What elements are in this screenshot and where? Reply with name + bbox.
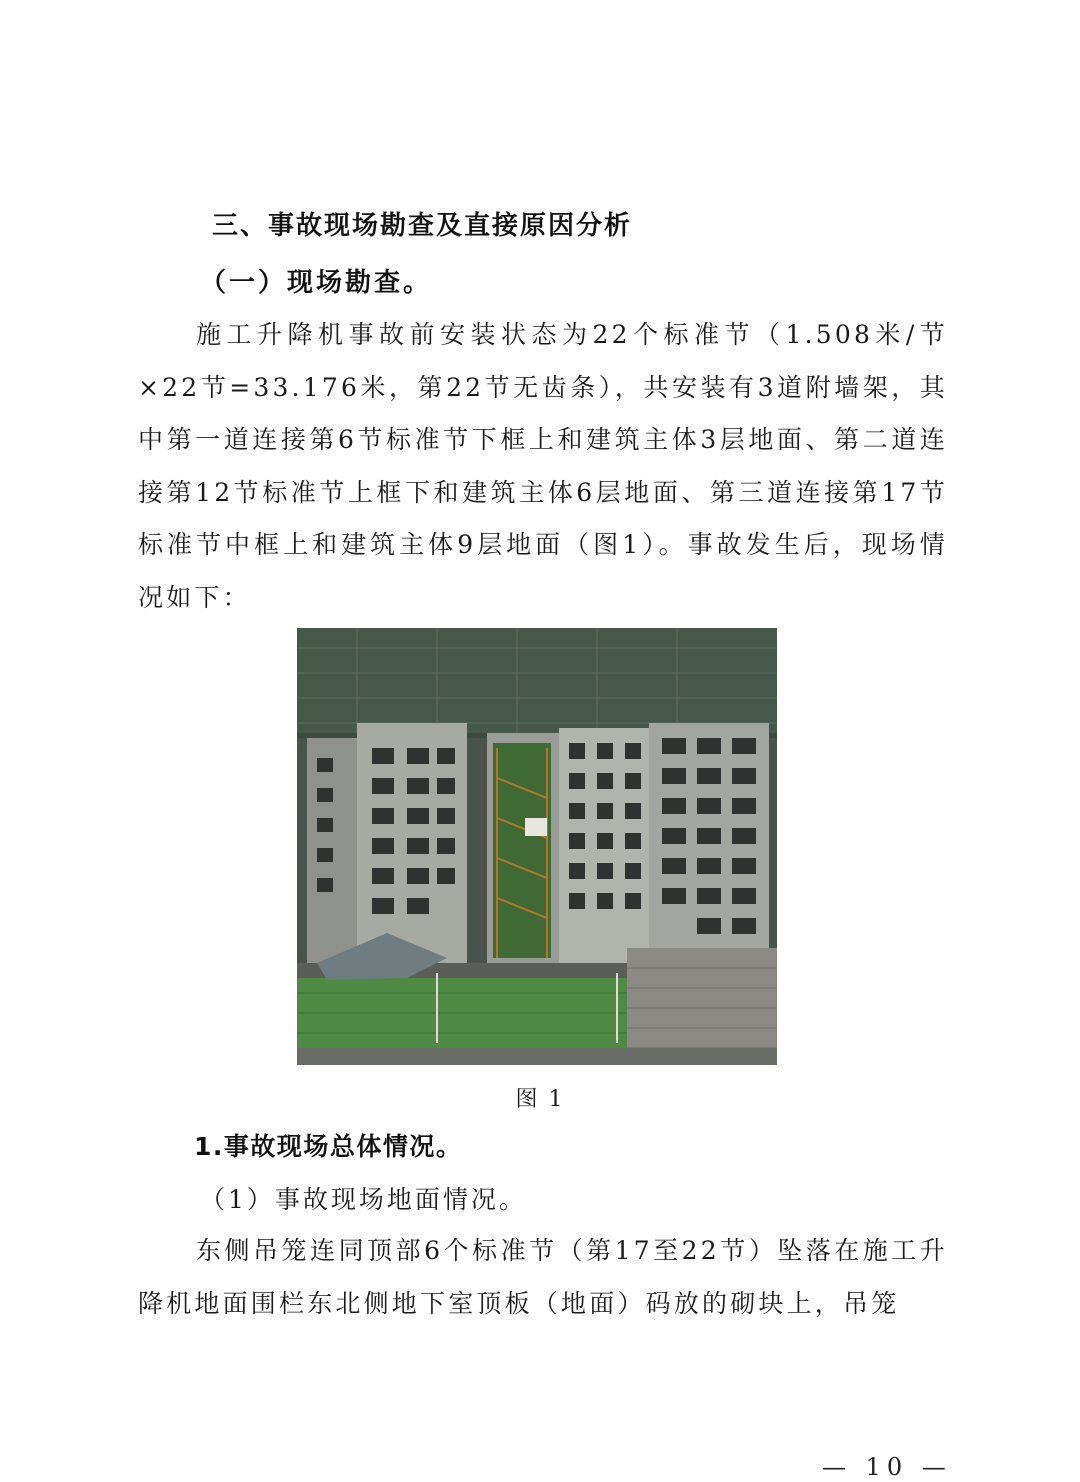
subsection-heading: （一）现场勘查。 bbox=[200, 268, 433, 298]
construction-site-photo bbox=[297, 628, 777, 1065]
page-number: — 10 — bbox=[822, 1453, 952, 1481]
body-paragraph-1: 施工升降机事故前安装状态为22个标准节（1.508米/节×22节=33.176米，第22节无齿条），共安装有3道附墙架，其中第一道连接第6节标准节下框上和建筑主体3层地面、第二道连接第12节标准节上框下和建筑主体6层地面、第三道连接第17节标准节中框上和建筑主体9层地面（图1）。事故发生后，现场情况如下： bbox=[138, 320, 948, 612]
figure-1-photo bbox=[297, 628, 777, 1065]
body-paragraph-2: 东侧吊笼连同顶部6个标准节（第17至22节）坠落在施工升降机地面围栏东北侧地下室顶板（地面）码放的砌块上，吊笼 bbox=[138, 1236, 948, 1318]
item-heading: 1.事故现场总体情况。 bbox=[194, 1132, 463, 1161]
section-heading: 三、事故现场勘查及直接原因分析 bbox=[212, 211, 633, 241]
figure-caption: 图 1 bbox=[515, 1087, 565, 1112]
item-subheading: （1）事故现场地面情况。 bbox=[200, 1185, 527, 1214]
